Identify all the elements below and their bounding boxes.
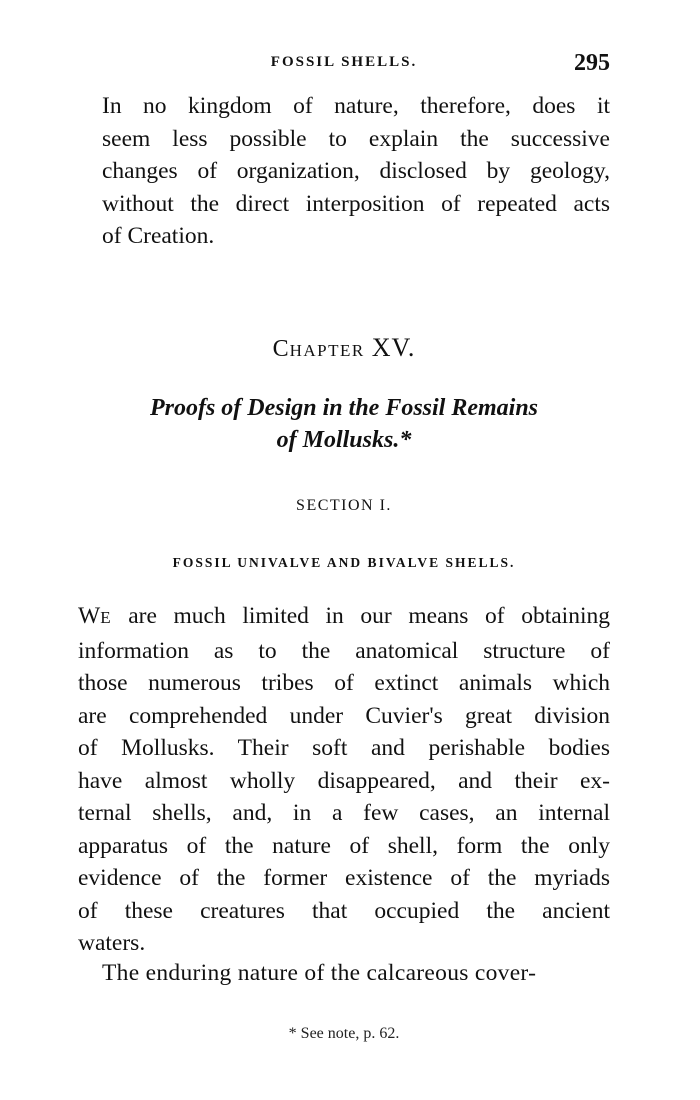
text-line: changes of organization, disclosed by geology,: [102, 158, 610, 184]
section-title: FOSSIL UNIVALVE AND BIVALVE SHELLS.: [172, 555, 516, 570]
text-line: seem less possible to explain the successive: [102, 125, 610, 152]
text-line: of these creatures that occupied the ancient: [78, 897, 610, 924]
paragraph-mollusks: [78, 600, 610, 960]
text-line: have almost wholly disappeared, and their ex-: [78, 767, 610, 794]
text-line: of Mollusks. Their soft and perishable bodies: [78, 735, 610, 761]
paragraph-continuation: [78, 957, 610, 990]
text-line: information as to the anatomical structure of: [78, 637, 610, 664]
text-line: those numerous tribes of extinct animals which: [78, 670, 610, 696]
text-line: apparatus of the nature of shell, form the only: [78, 832, 610, 859]
chapter-word-initial: C: [272, 336, 290, 362]
text-line: evidence of the former existence of the myriads: [78, 865, 610, 891]
running-head: [78, 50, 610, 82]
chapter-number: XV.: [371, 333, 416, 362]
section-label: SECTION I.: [296, 497, 392, 514]
chapter-title-line: Proofs of Design in the Fossil Remains: [149, 395, 539, 421]
text-line: waters.: [78, 930, 146, 956]
chapter-title-line: of Mollusks.*: [276, 427, 412, 453]
text-line: In no kingdom of nature, therefore, does it: [102, 93, 610, 119]
text-line: without the direct interposition of repeated acts: [102, 190, 610, 217]
chapter-title: [78, 392, 610, 456]
text-line-first: [78, 600, 610, 635]
chapter-word-rest: HAPTER: [289, 341, 365, 360]
initial-letter: W: [78, 603, 101, 629]
text-line: are comprehended under Cuvier's great division: [78, 702, 610, 729]
chapter-heading: [78, 333, 610, 363]
text-line: The enduring nature of the calcareous cover-: [102, 960, 537, 986]
paragraph-conclusion: [78, 90, 610, 253]
first-line-rest: are much limited in our means of obtaining: [111, 603, 610, 629]
page-number: 295: [574, 50, 610, 76]
text-line: of Creation.: [102, 223, 215, 249]
footnote: * See note, p. 62.: [288, 1025, 400, 1042]
text-line: ternal shells, and, in a few cases, an internal: [78, 800, 610, 826]
running-title: FOSSIL SHELLS.: [270, 54, 418, 70]
initial-word-rest: E: [100, 608, 112, 627]
